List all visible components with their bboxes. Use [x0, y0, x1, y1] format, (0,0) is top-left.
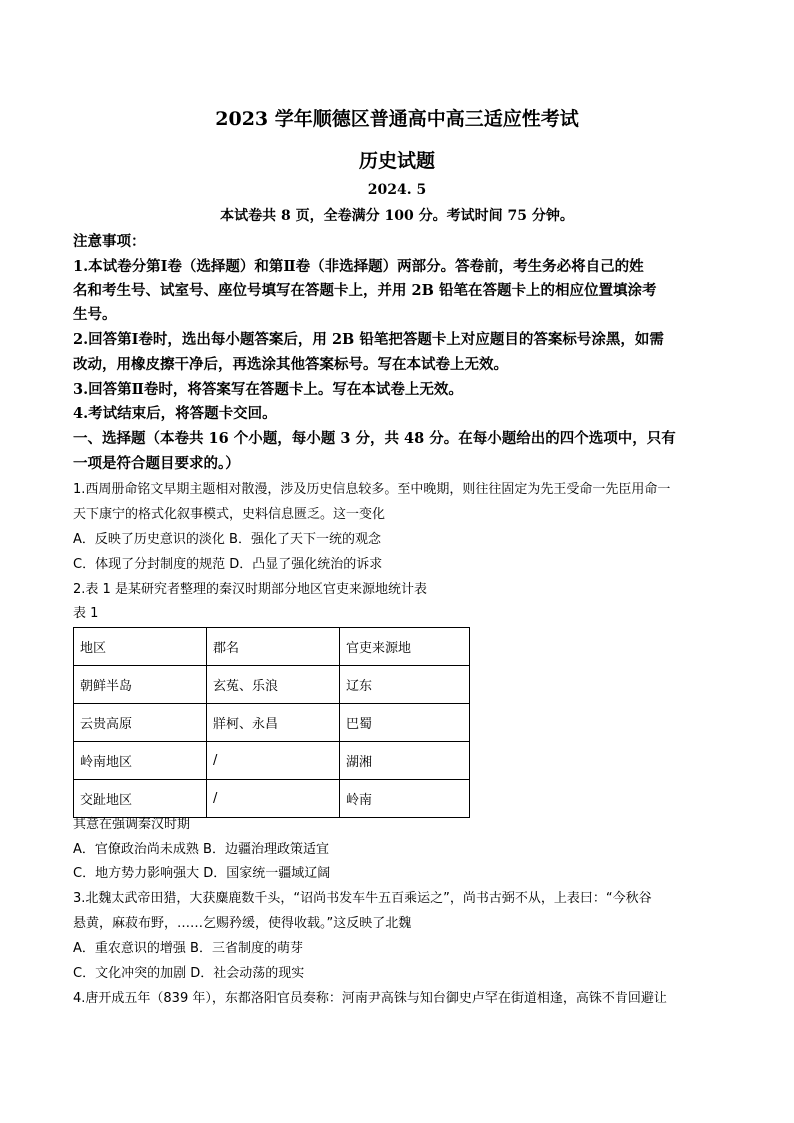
- table-header-cell: 郡名: [207, 628, 340, 666]
- notice-line: 2.回答第Ⅰ卷时，选出每小题答案后，用 2B 铅笔把答题卡上对应题目的答案标号涂黑，如需: [73, 331, 664, 348]
- table-cell: 湖湘: [340, 742, 470, 780]
- table-cell: /: [207, 780, 340, 818]
- table-cell: 云贵高原: [74, 704, 207, 742]
- notice-line: 4.考试结束后，将答题卡交回。: [73, 405, 277, 422]
- data-table: [73, 627, 470, 818]
- table-caption: 表 1: [73, 606, 99, 621]
- q3-stem: 3.北魏太武帝田猎，大获麋鹿数千头，“诏尚书发车牛五百乘运之”，尚书古弼不从，上表曰：“今秋谷: [73, 891, 652, 906]
- table-row: [74, 780, 470, 818]
- table-cell: 玄菟、乐浪: [207, 666, 340, 704]
- notice-line: 名和考生号、试室号、座位号填写在答题卡上，并用 2B 铅笔在答题卡上的相应位置填涂考: [73, 282, 657, 299]
- exam-info: 本试卷共 8 页，全卷满分 100 分。考试时间 75 分钟。: [220, 208, 574, 224]
- table-header-cell: 官吏来源地: [340, 628, 470, 666]
- table-row: [74, 666, 470, 704]
- q1-option: C．体现了分封制度的规范 D．凸显了强化统治的诉求: [73, 557, 383, 572]
- table-cell: 岭南: [340, 780, 470, 818]
- q2-stem: 2.表 1 是某研究者整理的秦汉时期部分地区官吏来源地统计表: [73, 582, 427, 597]
- exam-title: 2023 学年顺德区普通高中高三适应性考试: [215, 108, 579, 130]
- table-header-cell: 地区: [74, 628, 207, 666]
- q2-option: A．官僚政治尚未成熟 B．边疆治理政策适宜: [73, 842, 329, 857]
- table-cell: 岭南地区: [74, 742, 207, 780]
- notice-line: 3.回答第Ⅱ卷时，将答案写在答题卡上。写在本试卷上无效。: [73, 381, 463, 398]
- table-row: [74, 704, 470, 742]
- q2-option: C．地方势力影响强大 D．国家统一疆域辽阔: [73, 866, 331, 881]
- table-header-row: [74, 628, 470, 666]
- table-cell: 朝鲜半岛: [74, 666, 207, 704]
- q3-option: C．文化冲突的加剧 D．社会动荡的现实: [73, 966, 305, 981]
- table-cell: 交趾地区: [74, 780, 207, 818]
- q1-option: A．反映了历史意识的淡化 B．强化了天下一统的观念: [73, 532, 381, 547]
- q1-stem: 天下康宁的格式化叙事模式，史料信息匮乏。这一变化: [73, 507, 386, 522]
- exam-date: 2024. 5: [367, 182, 427, 198]
- exam-subject: 历史试题: [358, 150, 435, 172]
- table-cell: 辽东: [340, 666, 470, 704]
- notice-heading: 注意事项：: [73, 233, 146, 250]
- section-heading: 一项是符合题目要求的。）: [73, 455, 240, 472]
- q2-question: 其意在强调秦汉时期: [73, 817, 191, 832]
- table-cell: /: [207, 742, 340, 780]
- notice-line: 1.本试卷分第Ⅰ卷（选择题）和第Ⅱ卷（非选择题）两部分。答卷前，考生务必将自己的姓: [73, 258, 644, 275]
- table-cell: 牂柯、永昌: [207, 704, 340, 742]
- notice-line: 改动，用橡皮擦干净后，再选涂其他答案标号。写在本试卷上无效。: [73, 356, 508, 373]
- table-row: [74, 742, 470, 780]
- q3-option: A．重农意识的增强 B．三省制度的萌芽: [73, 941, 303, 956]
- table-cell: 巴蜀: [340, 704, 470, 742]
- q1-stem: 1.西周册命铭文早期主题相对散漫，涉及历史信息较多。至中晚期，则往往固定为先王受命一先臣用命一: [73, 482, 671, 497]
- notice-line: 生号。: [73, 306, 117, 323]
- q4-stem: 4.唐开成五年（839 年），东都洛阳官员奏称：河南尹高铢与知台御史卢罕在街道相逢，高铢不肯回避让: [73, 991, 667, 1006]
- section-heading: 一、选择题（本卷共 16 个小题，每小题 3 分，共 48 分。在每小题给出的四个选项中，只有: [73, 430, 676, 447]
- q3-stem: 悬黄，麻菽布野，……乞赐矜缓，使得收载。”这反映了北魏: [73, 916, 412, 931]
